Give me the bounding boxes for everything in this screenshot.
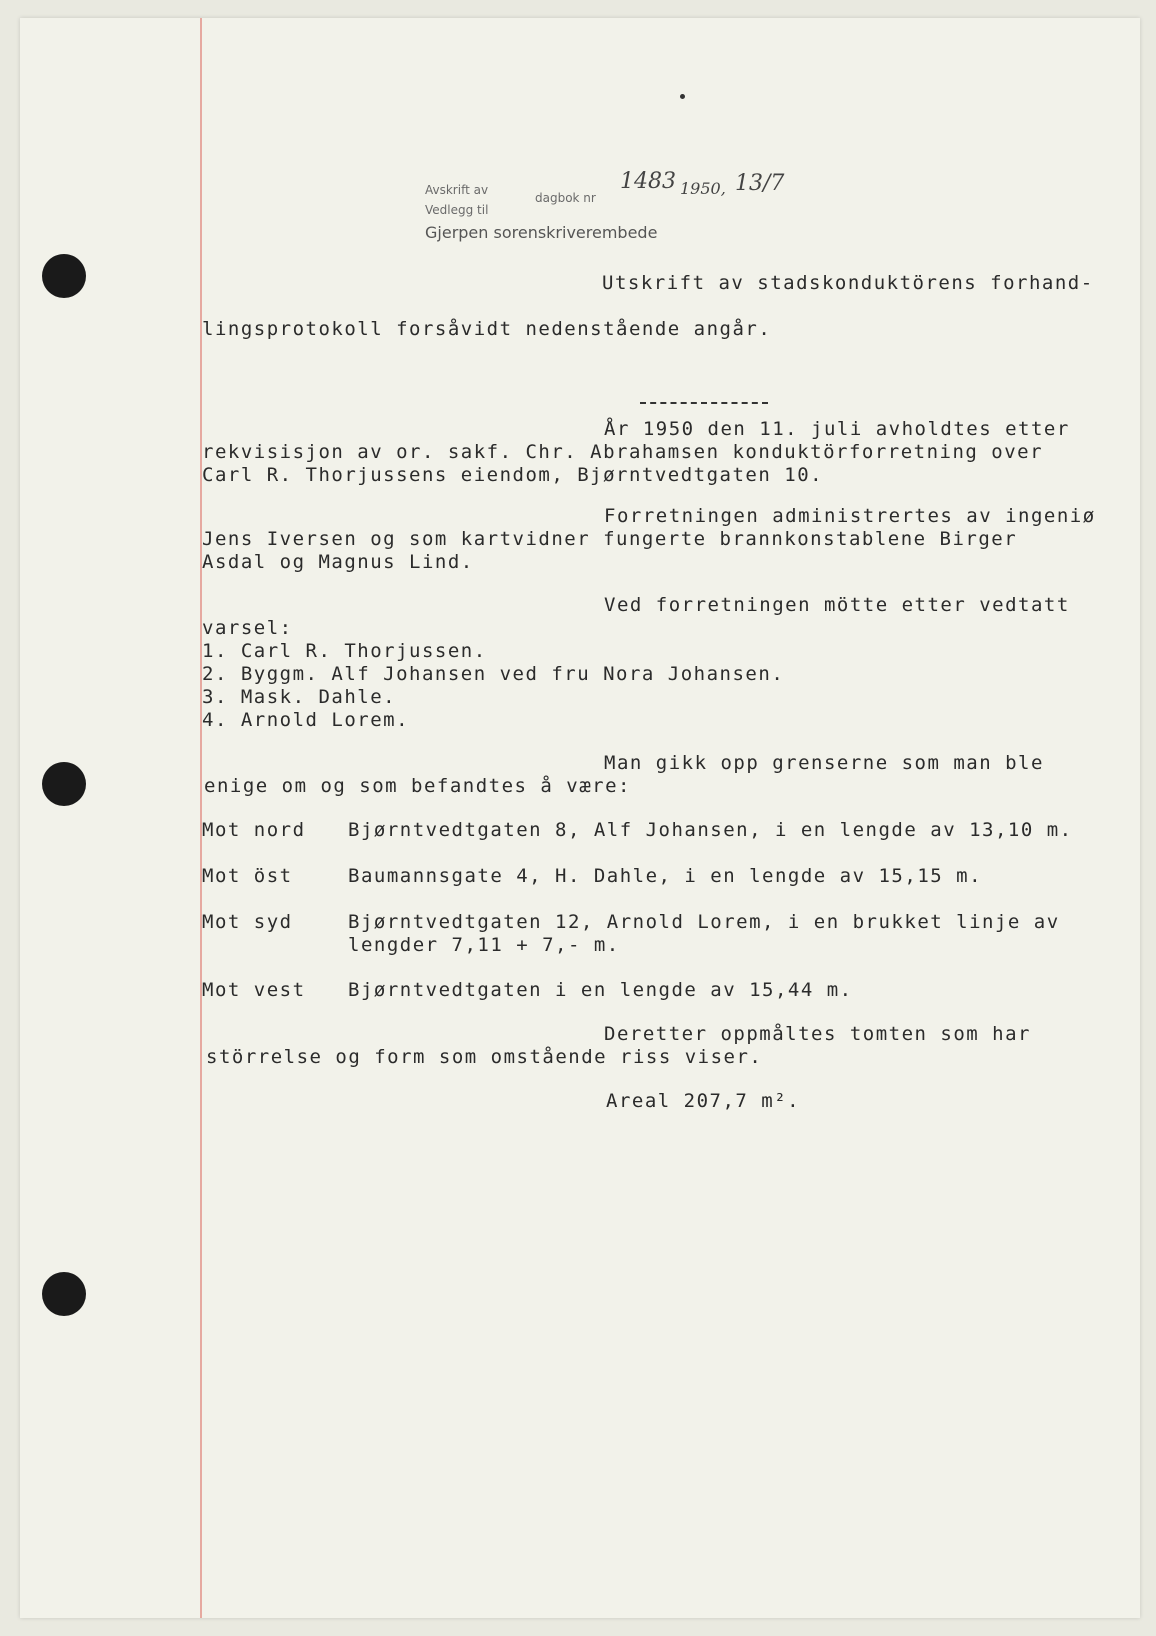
- stamp-label-vedlegg: Vedlegg til: [425, 203, 489, 217]
- separator-rule: [640, 402, 768, 404]
- stamp-dagbok-number: 1483: [620, 169, 676, 194]
- text-line: Asdal og Magnus Lind.: [202, 551, 474, 573]
- punch-hole: [42, 254, 86, 298]
- stamp-office: Gjerpen sorenskriverembede: [425, 223, 658, 242]
- text-line: Carl R. Thorjussens eiendom, Bjørntvedtgaten 10.: [202, 464, 824, 486]
- boundary-text-east: Baumannsgate 4, H. Dahle, i en lengde av 15,15 m.: [348, 865, 983, 887]
- text-line: störrelse og form som omstående riss viser.: [206, 1046, 763, 1068]
- stamp-date: 13/7: [735, 171, 785, 196]
- boundary-label-north: Mot nord: [202, 819, 306, 841]
- text-line: Utskrift av stadskonduktörens forhand-: [602, 272, 1094, 294]
- boundary-label-west: Mot vest: [202, 979, 306, 1001]
- stamp-year: 1950,: [680, 179, 726, 198]
- margin-line: [200, 18, 202, 1618]
- stamp-dagbok-label: dagbok nr: [535, 191, 596, 205]
- boundary-text-west: Bjørntvedtgaten i en lengde av 15,44 m.: [348, 979, 853, 1001]
- boundary-text-north: Bjørntvedtgaten 8, Alf Johansen, i en lengde av 13,10 m.: [348, 819, 1073, 841]
- text-line: Man gikk opp grenserne som man ble: [604, 752, 1044, 774]
- text-line: Forretningen administrertes av ingeniø: [604, 505, 1096, 527]
- text-line: enige om og som befandtes å være:: [204, 775, 631, 797]
- punch-hole: [42, 1272, 86, 1316]
- punch-hole: [42, 762, 86, 806]
- text-line: Ved forretningen mötte etter vedtatt: [604, 594, 1070, 616]
- boundary-text-south: Bjørntvedtgaten 12, Arnold Lorem, i en brukket linje av: [348, 911, 1060, 933]
- list-item: 4. Arnold Lorem.: [202, 709, 410, 731]
- text-line: lingsprotokoll forsåvidt nedenstående angår.: [202, 318, 772, 340]
- list-item: 3. Mask. Dahle.: [202, 686, 397, 708]
- stamp-label-avskrift: Avskrift av: [425, 183, 489, 197]
- text-line: varsel:: [202, 617, 293, 639]
- text-line: År 1950 den 11. juli avholdtes etter: [604, 418, 1070, 440]
- text-line: Deretter oppmåltes tomten som har: [604, 1023, 1031, 1045]
- boundary-label-east: Mot öst: [202, 865, 293, 887]
- area-line: Areal 207,7 m².: [606, 1090, 801, 1112]
- text-line: Jens Iversen og som kartvidner fungerte brannkonstablene Birger: [202, 528, 1018, 550]
- ink-dot: [680, 94, 685, 99]
- boundary-text-south-cont: lengder 7,11 + 7,- m.: [348, 934, 620, 956]
- list-item: 1. Carl R. Thorjussen.: [202, 640, 487, 662]
- text-line: rekvisisjon av or. sakf. Chr. Abrahamsen konduktörforretning over: [202, 441, 1044, 463]
- boundary-label-south: Mot syd: [202, 911, 293, 933]
- list-item: 2. Byggm. Alf Johansen ved fru Nora Johansen.: [202, 663, 785, 685]
- document-page: [20, 18, 1140, 1618]
